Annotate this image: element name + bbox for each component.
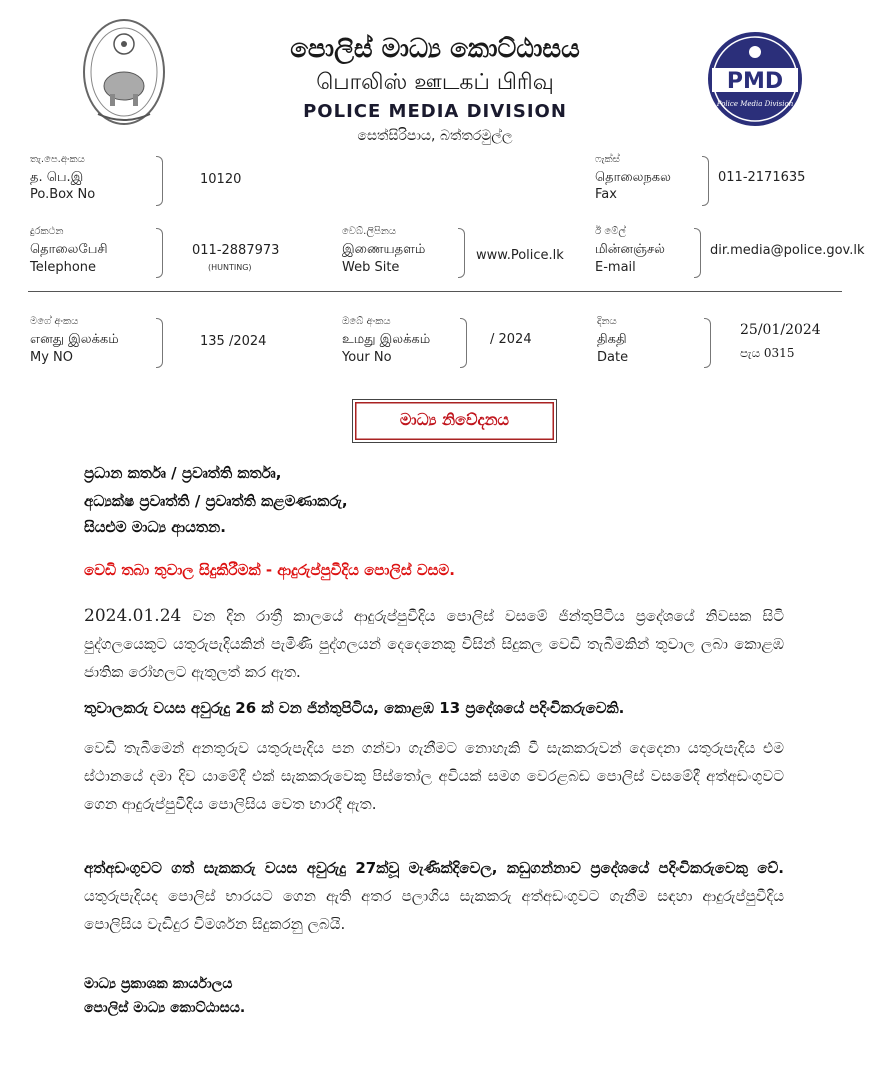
website-value[interactable]: www.Police.lk [476, 248, 564, 263]
pobox-label-en: Po.Box No [30, 187, 96, 202]
divider [28, 291, 842, 292]
bracket [694, 228, 701, 278]
fax-label-ta: தொலைநகல [595, 170, 671, 185]
paragraph-2: තුවාලකරු වයස අවුරුදු 26 ක් වන ජින්තුපිටිය, කොළඹ 13 ප්‍රදේශයේ පදිංචිකරුවෙකි. [84, 699, 625, 717]
telephone-label-si: දුරකථන [30, 226, 64, 237]
signature-division: පොලිස් මාධ්‍ය කොට්ඨාසය. [84, 1000, 246, 1016]
addressee-line: ප්‍රධාන කර්තෘ / ප්‍රවෘත්ති කර්තෘ, [84, 464, 282, 482]
addressee-line: අධ්‍යක්ෂ ප්‍රවෘත්ති / ප්‍රවෘත්ති කළමණාකරු, [84, 492, 348, 510]
svg-text:PMD: PMD [726, 69, 784, 94]
pobox-label-si: තැ.පෙ.අංකය [30, 154, 85, 165]
paragraph-4: අත්අඩංගුවට ගත් සැකකරු වයස අවුරුදු 27ක්වූ මැණික්දිවෙල, කඩුගන්නාව ප්‍රදේශයේ පදිංචිකරුවෙකු වේ. යතුරුපැදියද පොලිස් භාරයට ගෙන ඇති අතර පලාගිය සැකකරු අත්අඩංගුවට ගැනීම සඳහා ආදුරුප්පුවීදිය පොලිසිය වැඩිදුර විමර්ශන සිදුකරනු ලබයි. [84, 859, 784, 933]
paragraph-1: 2024.01.24 වන දින රාත්‍රී කාලයේ ආදුරුප්පුවීදිය පොලිස් වසමේ ජින්තුපිටිය ප්‍රදේශයේ නිවසක සිටි පුද්ගලයෙකුට යතුරුපැදියකින් පැමිණි පුද්ගලයන් දෙදෙනෙකු විසින් සිදුකල වෙඩි තැබීමකින් තුවාල ලබා කොළඹ ජාතික රෝහලට ඇතුලත් කර ඇත. [84, 606, 784, 681]
email-label-ta: மின்னஞ்சல் [595, 242, 665, 257]
header-title-english: POLICE MEDIA DIVISION [303, 101, 567, 122]
bracket [458, 228, 465, 278]
bracket [704, 318, 711, 368]
your-no-label-si: ඔබේ අංකය [342, 316, 391, 327]
signature-office: මාධ්‍ය ප්‍රකාශක කාර්යාලය [84, 976, 233, 992]
date-label-en: Date [597, 350, 629, 365]
telephone-note: (HUNTING) [208, 263, 252, 272]
your-no-label-en: Your No [342, 350, 392, 365]
header-title-sinhala: පොලිස් මාධ්‍ය කොට්ඨාසය [290, 34, 580, 64]
bracket [156, 228, 163, 278]
svg-text:Police Media Division: Police Media Division [716, 100, 794, 108]
fax-value: 011-2171635 [718, 170, 806, 185]
email-value[interactable]: dir.media@police.gov.lk [710, 243, 865, 258]
header-address: සෙත්සිරිපාය, බත්තරමුල්ල [357, 128, 513, 144]
fax-label-en: Fax [595, 187, 617, 202]
document-title: මාධ්‍ය නිවේදනය [399, 410, 510, 429]
website-label-en: Web Site [342, 260, 400, 275]
date-label-si: දිනය [597, 316, 617, 327]
bracket [156, 318, 163, 368]
telephone-value: 011-2887973 [192, 243, 280, 258]
fax-label-si: ෆැක්ස් [595, 154, 620, 165]
my-no-label-si: මගේ අංකය [30, 316, 79, 327]
bracket [702, 156, 709, 206]
email-label-en: E-mail [595, 260, 636, 275]
pobox-value: 10120 [200, 172, 242, 187]
addressee-line: සියළුම මාධ්‍ය ආයතන. [84, 518, 226, 536]
date-time: පැය 0315 [740, 346, 795, 360]
website-label-ta: இணையதளம் [342, 242, 426, 257]
my-no-value: 135 /2024 [200, 334, 267, 349]
my-no-label-en: My NO [30, 350, 73, 365]
incident-date: 2024.01.24 [84, 606, 182, 626]
my-no-label-ta: எனது இலக்கம் [30, 332, 119, 347]
bracket [460, 318, 467, 368]
telephone-label-en: Telephone [30, 260, 97, 275]
date-label-ta: திகதி [597, 332, 627, 347]
email-label-si: ඊ මේල් [595, 226, 626, 237]
your-no-value: / 2024 [490, 332, 532, 347]
date-value: 25/01/2024 [740, 322, 821, 338]
telephone-label-ta: தொலைபேசி [30, 242, 108, 257]
header-title-tamil: பொலிஸ் ஊடகப் பிரிவு [316, 70, 554, 95]
paragraph-3: වෙඩි තැබීමෙන් අනතුරුව යතුරුපැදිය පන ගන්වා ගැනීමට නොහැකි වී සැකකරුවන් දෙදෙනා යතුරුපැදිය එම ස්ථානයේ දමා දිව යාමේදී එක් සැකකරුවෙකු පිස්තෝල අවියක් සමග වෙරළබඩ පොලිස් වසමේදී අත්අඩංගුවට ගෙන ආදුරුප්පුවීදිය පොලිසිය වෙත භාරදී ඇත. [84, 739, 784, 813]
your-no-label-ta: உமது இலக்கம் [342, 332, 431, 347]
website-label-si: වෙබ්.ලිපිනය [342, 226, 397, 237]
bracket [156, 156, 163, 206]
pobox-label-ta: த. பெ.இ [30, 170, 84, 185]
subject-line: වෙඩි තබා තුවාල සිදුකිරීමක් - ආදුරුප්පුවීදිය පොලිස් වසම. [84, 561, 455, 579]
